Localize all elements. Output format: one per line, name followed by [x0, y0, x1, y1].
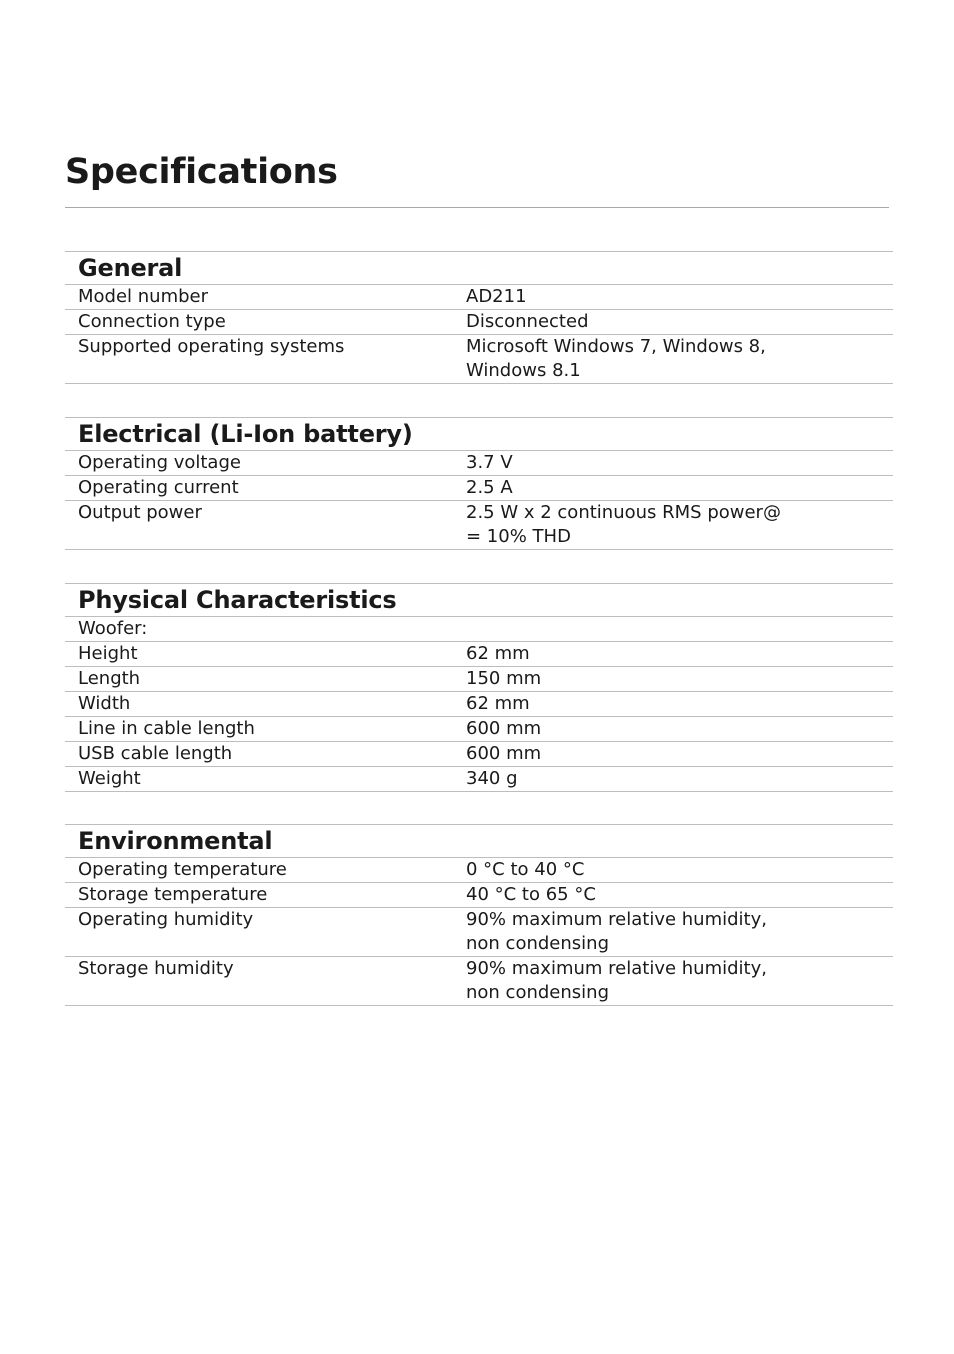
spec-label: Model number: [78, 286, 209, 307]
table-row: [65, 717, 893, 742]
page-title: Specifications: [65, 152, 338, 192]
table-row: [65, 501, 893, 550]
spec-value: 600 mm: [466, 743, 542, 764]
spec-label: Operating humidity: [78, 909, 254, 930]
table-row: [65, 692, 893, 717]
spec-value: 62 mm: [466, 693, 530, 714]
spec-label: Storage temperature: [78, 884, 268, 905]
spec-label: Weight: [78, 768, 141, 789]
table-row: [65, 667, 893, 692]
spec-label: Supported operating systems: [78, 336, 345, 357]
spec-value: 600 mm: [466, 718, 542, 739]
spec-label: Woofer:: [78, 618, 148, 639]
section-heading: Physical Characteristics: [65, 584, 893, 617]
spec-table-physical: [65, 583, 893, 792]
title-divider: [65, 207, 889, 208]
spec-value: 3.7 V: [466, 452, 513, 473]
spec-value: 90% maximum relative humidity, non condensing: [466, 958, 767, 1003]
spec-value: 40 °C to 65 °C: [466, 884, 596, 905]
table-row: [65, 742, 893, 767]
section-heading: General: [65, 252, 893, 285]
spec-label: Line in cable length: [78, 718, 255, 739]
spec-value: 0 °C to 40 °C: [466, 859, 585, 880]
spec-table-general: [65, 251, 893, 384]
table-row: [65, 957, 893, 1006]
spec-table-electrical: [65, 417, 893, 550]
spec-value: 2.5 A: [466, 477, 513, 498]
spec-table-environmental: [65, 824, 893, 1006]
spec-value: 150 mm: [466, 668, 542, 689]
table-row: [65, 285, 893, 310]
table-row: [65, 858, 893, 883]
spec-label: Length: [78, 668, 141, 689]
section-heading: Electrical (Li-Ion battery): [65, 418, 893, 451]
spec-value: Disconnected: [466, 311, 589, 332]
spec-label: USB cable length: [78, 743, 233, 764]
spec-label: Connection type: [78, 311, 226, 332]
table-row: [65, 335, 893, 384]
table-row: [65, 476, 893, 501]
spec-label: Operating current: [78, 477, 239, 498]
table-row: [65, 310, 893, 335]
spec-value: AD211: [466, 286, 527, 307]
table-row: [65, 617, 893, 642]
spec-label: Output power: [78, 502, 202, 523]
table-row: [65, 767, 893, 792]
spec-label: Operating voltage: [78, 452, 241, 473]
spec-value: 90% maximum relative humidity, non condensing: [466, 909, 767, 954]
spec-label: Height: [78, 643, 138, 664]
spec-value: [466, 617, 806, 641]
spec-value: 340 g: [466, 768, 518, 789]
spec-label: Storage humidity: [78, 958, 234, 979]
spec-value: Microsoft Windows 7, Windows 8, Windows 8.1: [466, 336, 766, 381]
spec-label: Width: [78, 693, 131, 714]
section-heading: Environmental: [65, 825, 893, 858]
spec-label: Operating temperature: [78, 859, 287, 880]
spec-value: 2.5 W x 2 continuous RMS power@ = 10% THD: [466, 502, 781, 547]
spec-value: 62 mm: [466, 643, 530, 664]
table-row: [65, 883, 893, 908]
table-row: [65, 908, 893, 957]
table-row: [65, 642, 893, 667]
table-row: [65, 451, 893, 476]
